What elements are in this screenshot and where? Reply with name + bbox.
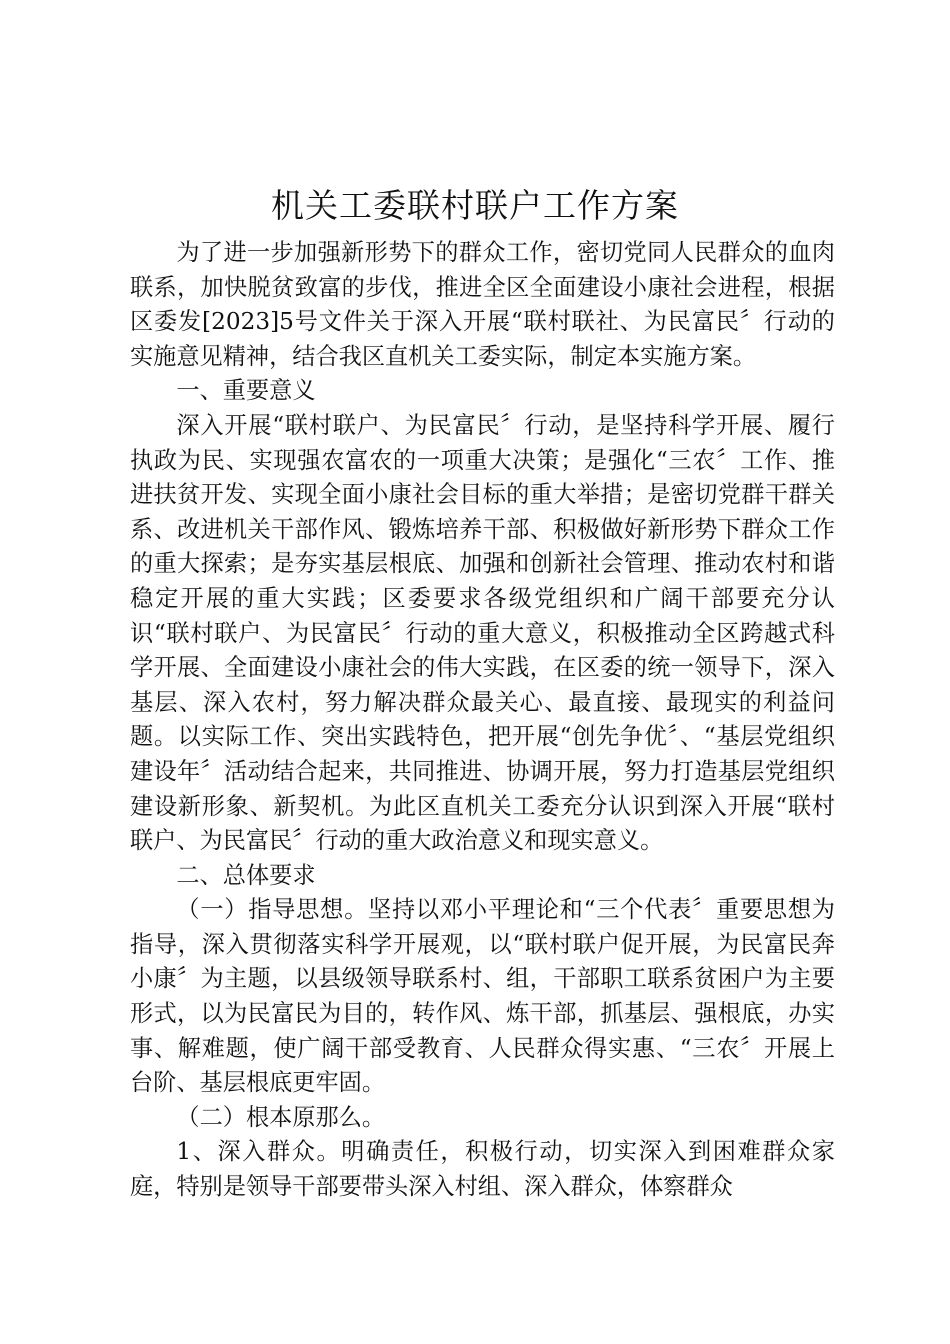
document-title: 机关工委联村联户工作方案 bbox=[271, 186, 679, 225]
section-heading-significance: 一、重要意义 bbox=[176, 377, 316, 405]
intro-paragraph: 为了进一步加强新形势下的群众工作，密切党同人民群众的血肉联系，加快脱贫致富的步伐，推进全区全面建设小康社会进程，根据区委发[2023]5号文件关于深入开展“联村联社、为民富民〞行动的实施意见精神，结合我区直机关工委实际，制定本实施方案。 bbox=[130, 239, 835, 370]
subsection-heading-principles: （二）根本原那么。 bbox=[176, 1103, 386, 1131]
guiding-ideology-paragraph: （一）指导思想。坚持以邓小平理论和“三个代表〞重要思想为指导，深入贯彻落实科学开展观，以“联村联户促开展，为民富民奔小康〞为主题，以县级领导联系村、组，干部职工联系贫困户为主要形式，以为民富民为目的，转作风、炼干部，抓基层、强根底，办实事、解难题，使广阔干部受教育、人民群众得实惠、“三农〞开展上台阶、基层根底更牢固。 bbox=[130, 896, 835, 1097]
section-heading-requirements: 二、总体要求 bbox=[176, 861, 316, 889]
document-body bbox=[130, 236, 835, 1205]
principle-one-paragraph: 1、深入群众。明确责任，积极行动，切实深入到困难群众家庭，特别是领导干部要带头深入村组、深入群众，体察群众 bbox=[130, 1138, 835, 1201]
significance-paragraph: 深入开展“联村联户、为民富民〞行动，是坚持科学开展、履行执政为民、实现强农富农的一项重大决策；是强化“三农〞工作、推进扶贫开发、实现全面小康社会目标的重大举措；是密切党群干群关系、改进机关干部作风、锻炼培养干部、积极做好新形势下群众工作的重大探索；是夯实基层根底、加强和创新社会管理、推动农村和谐稳定开展的重大实践；区委要求各级党组织和广阔干部要充分认识“联村联户、为民富民〞行动的重大意义，积极推动全区跨越式科学开展、全面建设小康社会的伟大实践，在区委的统一领导下，深入基层、深入农村，努力解决群众最关心、最直接、最现实的利益问题。以实际工作、突出实践特色，把开展“创先争优〞、“基层党组织建设年〞活动结合起来，共同推进、协调开展，努力打造基层党组织建设新形象、新契机。为此区直机关工委充分认识到深入开展“联村联户、为民富民〞行动的重大政治意义和现实意义。 bbox=[130, 411, 835, 855]
